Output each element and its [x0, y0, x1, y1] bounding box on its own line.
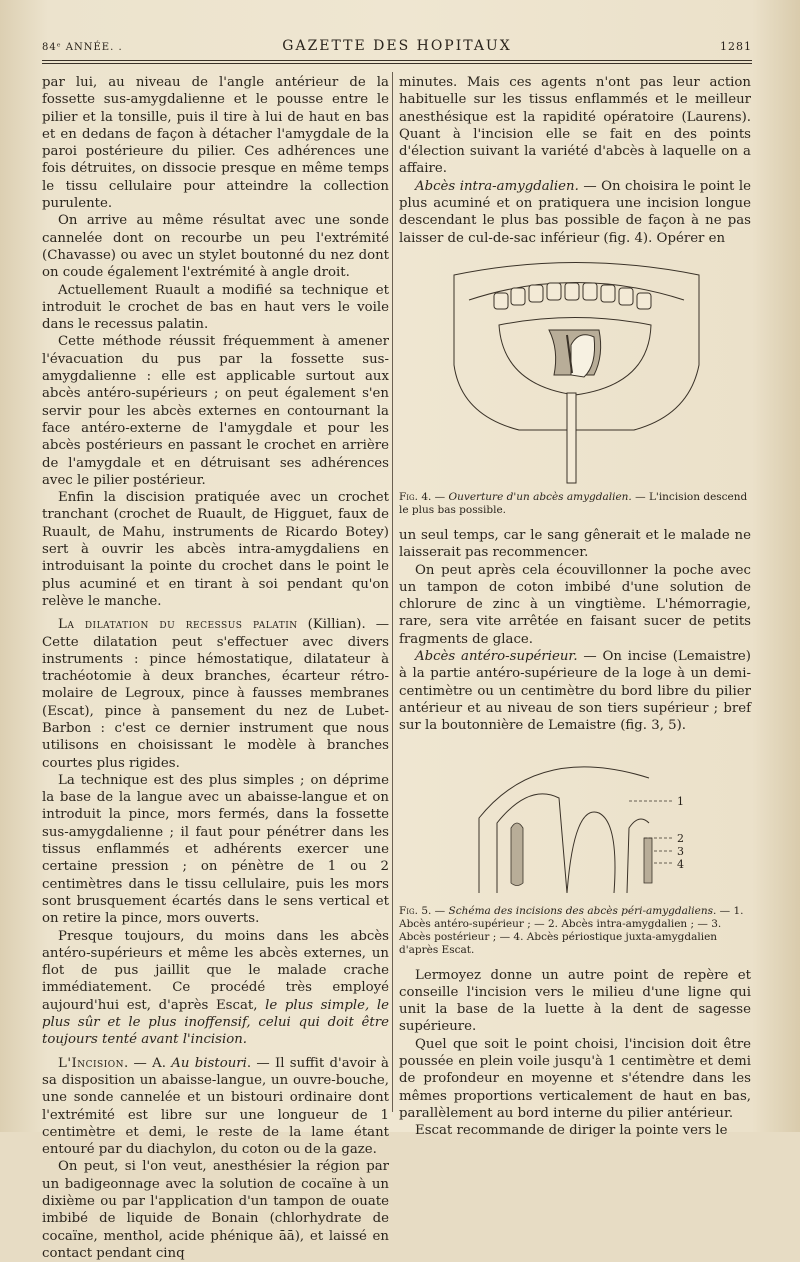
paragraph: Lermoyez donne un autre point de repère et conseille l'incision vers le milieu d'une ligne qui unit la base de la luette à la dent de sagesse supérieure. — [399, 967, 751, 1035]
paragraph-text: . — A. — [124, 1055, 172, 1071]
paragraph: Cette méthode réussit fréquemment à amener l'évacuation du pus par la fossette sus-amygdalienne : elle est applicable surtout aux abcès antéro-supérieurs ; on peut également s'en servir pour les abcès externes en contournant la face antéro-externe de l'amygdale et pour les abcès postérieurs en passant le crochet en arrière de l'amygdale et en détruisant ses adhérences avec le pilier postérieur. — [42, 334, 389, 488]
paragraph: La technique est des plus simples ; on déprime la base de la langue avec un abaisse-langue et on introduit la pince, mors fermés, dans la fossette sus-amygdalienne ; il faut pour pénétrer dans les tissus enflammés et adhérents exercer une certaine pression ; on pénètre de 1 ou 2 centimètres dans le tissu cellulaire, puis les mors sont brusquement écartés dans le sens vertical et on retire la pince, mors ouverts. — [42, 772, 389, 927]
figure-5-illustration — [399, 743, 751, 901]
figure-5-caption: Fig. 5. — Schéma des incisions des abcès péri-amygdaliens. — 1. Abcès antéro-supérieur ; — 2. Abcès intra-amygdalien ; — 3. Abcès postérieur ; — 4. Abcès périostique juxta-amygdalien d'après Escat. — [399, 904, 744, 956]
paragraph-intra — [399, 178, 751, 247]
paragraph-text: . — Il suffit d'avoir à sa disposition un abaisse-langue, un ouvre-bouche, une sonde cannelée et un bistouri ordinaire dont l'extrémité est libre sur une longueur de 1 centimètre et demi, le reste de la lame étant entouré par du diachylon, du coton ou de la gaze. — [42, 1055, 389, 1158]
paragraph-text: Presque toujours, du moins dans les abcès antéro-supérieurs et même les abcès externes, un flot de pus jaillit que le malade crache immédiatement. Ce procédé très employé aujourd'hui est, d'après Escat, — [42, 928, 389, 1013]
subsection-heading: Au bistouri — [171, 1055, 247, 1071]
header-rule — [42, 60, 752, 61]
paragraph-text: — On choisira le point le plus acuminé et on pratiquera une incision longue descendant le plus bas possible de façon à ne pas laisser de cul-de-sac inférieur (fig. 4). Opérer en — [399, 178, 752, 246]
figure-label: Fig. 5. — [399, 904, 432, 917]
right-column — [399, 74, 751, 1140]
paragraph: Escat recommande de diriger la pointe vers le — [415, 1123, 728, 1139]
paragraph: Actuellement Ruault a modifié sa technique et introduit le crochet de bas en haut vers le voile dans le recessus palatin. — [42, 282, 389, 333]
paragraph-escat — [42, 928, 389, 1049]
subsection-heading: Abcès antéro-supérieur. — [415, 649, 578, 665]
paragraph: On arrive au même résultat avec une sonde cannelée dont on recourbe un peu l'extrémité (Chavasse) ou avec un stylet boutonné du nez dont on coude également l'extrémité à angle droit. — [42, 213, 389, 281]
figure-caption-text: — 1. Abcès antéro-supérieur ; — 2. Abcès intra-amygdalien ; — 3. Abcès postérieur ; — 4. Abcès périostique juxta-amygdalien d'après Escat. — [399, 904, 744, 956]
paragraph: On peut après cela écouvillonner la poche avec un tampon de coton imbibé d'une solution de chlorure de zinc à un vingtième. L'hémorragie, rare, sera vite arrêtée en faisant sucer de petits fragments de glace. — [399, 562, 751, 647]
paragraph: Quel que soit le point choisi, l'incision doit être poussée en plein voile jusqu'à 1 centimètre et demi de profondeur en moyenne et s'étendre dans les mêmes proportions verticalement de haut en bas, parallèlement au bord interne du pilier antérieur. — [399, 1036, 751, 1121]
paragraph-incision — [42, 1055, 389, 1159]
paragraph-antero — [399, 648, 751, 734]
paragraph: par lui, au niveau de l'angle antérieur de la fossette sus-amygdalienne et le pousse entre le pilier et la tonsille, puis il tire à lui de haut en bas et en dedans de façon à détacher l'amygdale de la paroi postérieure du pilier. Ces adhérences une fois détruites, on dissocie presque en même temps le tissu cellulaire pour atteindre la collection purulente. — [42, 75, 389, 212]
figure-caption-text: — L'incision descend le plus bas possible. — [399, 490, 748, 516]
subsection-heading: Abcès intra-amygdalien. — [415, 178, 579, 194]
page-header — [42, 38, 752, 60]
header-title: GAZETTE DES HOPITAUX — [282, 38, 512, 54]
paragraph: On peut, si l'on veut, anesthésier la région par un badigeonnage avec la solution de cocaïne à un dixième ou par l'application d'un tampon de ouate imbibé de liquide de Bonain (chlorhydrate de cocaïne, menthol, acide phénique āā), et laissé en contact pendant cinq — [42, 1159, 389, 1261]
paragraph: un seul temps, car le sang gênerait et le malade ne laisserait pas recommencer. — [399, 527, 751, 561]
figure-title: Schéma des incisions des abcès péri-amygdaliens. — [448, 904, 717, 917]
figure-label: Fig. 4. — [399, 490, 432, 503]
figure-4-caption: Fig. 4. — Ouverture d'un abcès amygdalien. — L'incision descend le plus bas possible. — [399, 490, 748, 516]
figure-4-illustration — [399, 255, 751, 487]
section-heading: L'Incision — [58, 1055, 125, 1071]
section-heading: La dilatation du recessus palatin — [58, 617, 298, 633]
paragraph-text: — On incise (Lemaistre) à la partie antéro-supérieure de la loge à un demi-centimètre ou un centimètre du bord libre du pilier antérieur et au niveau de son tiers supérieur ; bref sur la boutonnière de Lemaistre (fig. 3, 5). — [399, 649, 751, 734]
figure-5-number: 3 — [677, 844, 684, 858]
figure-5-number: 2 — [677, 831, 684, 845]
italic-quote: le plus simple, le plus sûr et le plus inoffensif, celui qui doit être toujours tenté avant l'incision. — [42, 997, 389, 1048]
figure-title: Ouverture d'un abcès amygdalien. — [448, 490, 632, 503]
incision-schema-drawing — [399, 743, 751, 901]
paragraph-dilatation — [42, 616, 389, 772]
header-rule-second — [42, 63, 752, 64]
left-column — [42, 74, 389, 1262]
paragraph: minutes. Mais ces agents n'ont pas leur action habituelle sur les tissus enflammés et le meilleur anesthésique est la rapidité opératoire (Laurens). Quant à l'incision elle se fait en des points d'élection suivant la variété d'abcès à laquelle on a affaire. — [399, 75, 751, 177]
throat-incision-drawing — [399, 255, 751, 487]
header-year: 84ᵉ ANNÉE. . — [42, 42, 123, 53]
figure-5-number: 1 — [677, 794, 684, 808]
header-page-number: 1281 — [720, 40, 752, 53]
figure-5-number: 4 — [677, 857, 684, 871]
column-divider — [392, 72, 393, 1112]
paragraph-text: (Killian). — Cette dilatation peut s'effectuer avec divers instruments : pince hémostatique, dilatateur à trachéotomie à deux branches, écarteur rétro-molaire de Legroux, pince à fausses membranes (Escat), pince à pansement du nez de Lubet-Barbon : c'est ce dernier instrument que nous utilisons en choisissant le modèle à branches courtes plus rigides. — [42, 617, 389, 771]
paragraph: Enfin la discision pratiquée avec un crochet tranchant (crochet de Ruault, de Higguet, faux de Ruault, de Mahu, instruments de Ricardo Botey) sert à ouvrir les abcès intra-amygdaliens en introduisant la pointe du crochet dans le point le plus acuminé et en tirant à soi pendant qu'on relève le manche. — [42, 490, 389, 609]
